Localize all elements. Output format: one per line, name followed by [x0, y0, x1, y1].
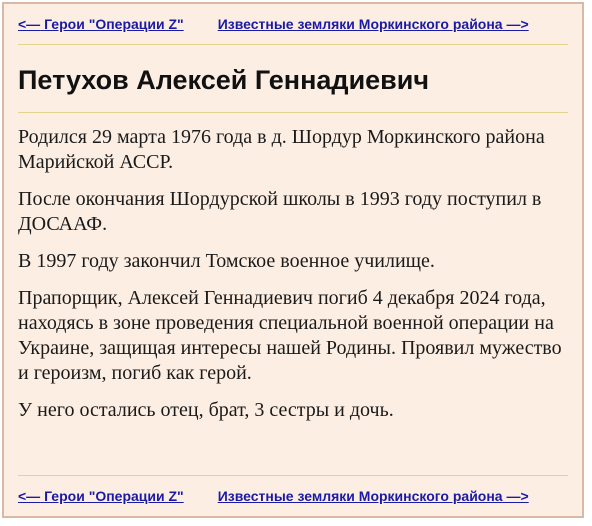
- prev-arrow: <—: [18, 16, 41, 32]
- prev-arrow-bottom: <—: [18, 488, 41, 504]
- biography: [18, 113, 568, 423]
- top-navigation: [18, 4, 568, 44]
- prev-link[interactable]: [18, 16, 184, 32]
- next-link[interactable]: [218, 16, 529, 32]
- bio-paragraph-death: Прапорщик, Алексей Геннадиевич погиб 4 декабря 2024 года, находясь в зоне проведения специальной военной операции на Украине, защищая интересы нашей Родины. Проявил мужество и героизм, погиб как герой.: [18, 287, 562, 384]
- next-arrow: —>: [506, 16, 529, 32]
- page-title: Петухов Алексей Геннадиевич: [18, 65, 430, 95]
- bio-paragraph-school: После окончания Шордурской школы в 1993 году поступил в ДОСААФ.: [18, 188, 542, 235]
- next-link-bottom[interactable]: [218, 488, 529, 504]
- bottom-navigation: [18, 476, 529, 516]
- prev-link-label-bottom: Герои "Операции Z": [44, 488, 184, 504]
- prev-link-bottom[interactable]: [18, 488, 184, 504]
- divider-top: [18, 44, 568, 45]
- next-link-label: Известные земляки Моркинского района: [217, 16, 503, 32]
- prev-link-label: Герои "Операции Z": [44, 16, 184, 32]
- bio-paragraph-college: В 1997 году закончил Томское военное училище.: [18, 250, 435, 272]
- bio-paragraph-family: У него остались отец, брат, 3 сестры и дочь.: [18, 399, 394, 421]
- bio-paragraph-birth: Родился 29 марта 1976 года в д. Шордур Моркинского района Марийской АССР.: [18, 126, 545, 173]
- next-arrow-bottom: —>: [506, 488, 529, 504]
- article-frame: [2, 2, 584, 518]
- next-link-label-bottom: Известные земляки Моркинского района: [217, 488, 503, 504]
